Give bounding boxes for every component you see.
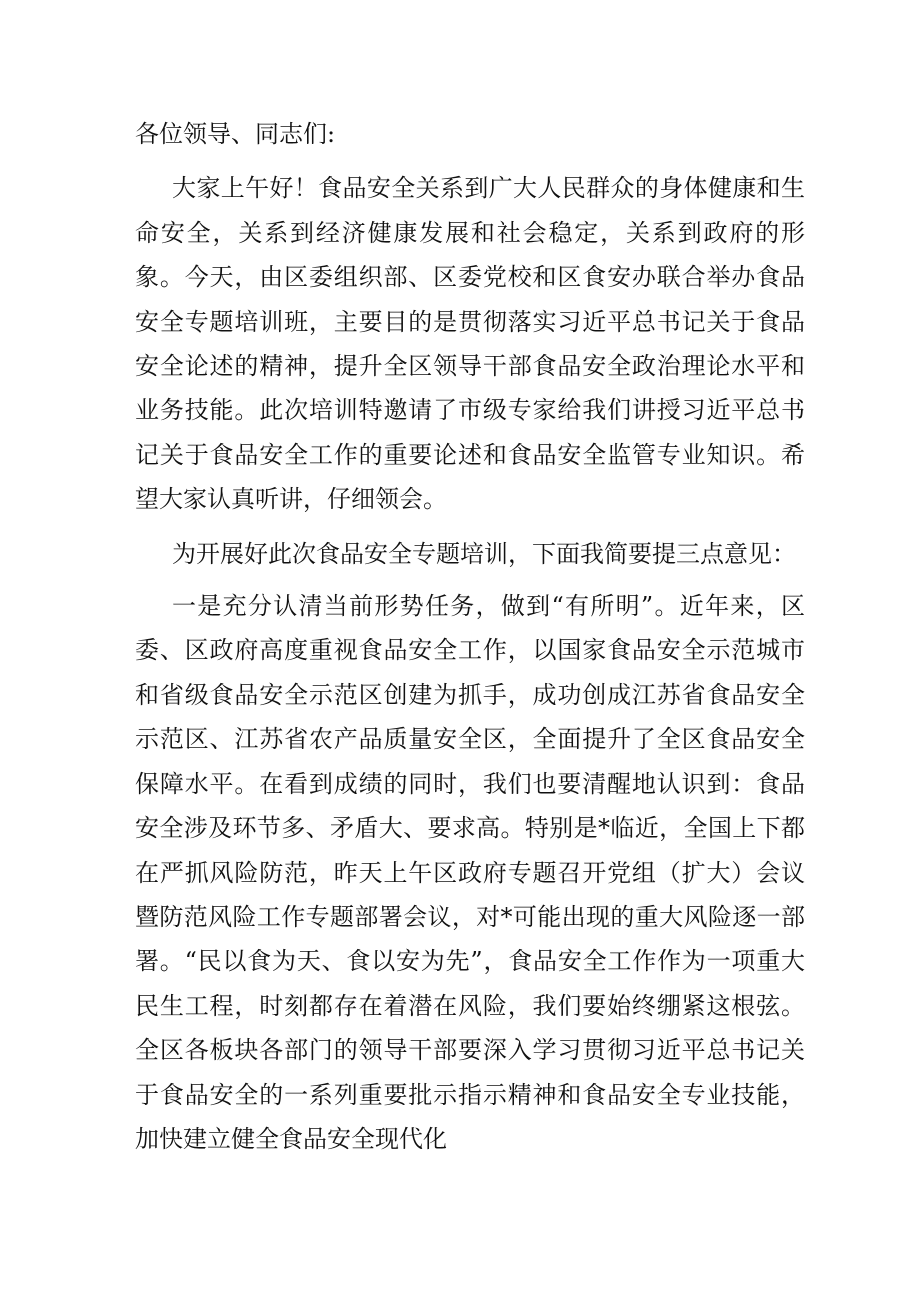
document-body <box>135 112 805 1171</box>
paragraph-opening: 大家上午好！食品安全关系到广大人民群众的身体健康和生命安全，关系到经济健康发展和社会稳定，关系到政府的形象。今天，由区委组织部、区委党校和区食安办联合举办食品安全专题培训班，主要目的是贯彻落实习近平总书记关于食品安全论述的精神，提升全区领导干部食品安全政治理论水平和业务技能。此次培训特邀请了市级专家给我们讲授习近平总书记关于食品安全工作的重要论述和食品安全监管专业知识。希望大家认真听讲，仔细领会。 <box>135 174 805 514</box>
paragraph-point-one: 一是充分认清当前形势任务，做到“有所明”。近年来，区委、区政府高度重视食品安全工作，以国家食品安全示范城市和省级食品安全示范区创建为抓手，成功创成江苏省食品安全示范区、江苏省农产品质量安全区，全面提升了全区食品安全保障水平。在看到成绩的同时，我们也要清醒地认识到：食品安全涉及环节多、矛盾大、要求高。特别是*临近，全国上下都在严抓风险防范，昨天上午区政府专题召开党组（扩大）会议暨防范风险工作专题部署会议，对*可能出现的重大风险逐一部署。“民以食为天、食以安为先”，食品安全工作作为一项重大民生工程，时刻都存在着潜在风险，我们要始终绷紧这根弦。全区各板块各部门的领导干部要深入学习贯彻习近平总书记关于食品安全的一系列重要批示指示精神和食品安全专业技能，加快建立健全食品安全现代化 <box>135 592 805 1153</box>
salutation: 各位领导、同志们: <box>135 120 336 148</box>
paragraph-intro-points: 为开展好此次食品安全专题培训，下面我简要提三点意见： <box>172 539 796 568</box>
